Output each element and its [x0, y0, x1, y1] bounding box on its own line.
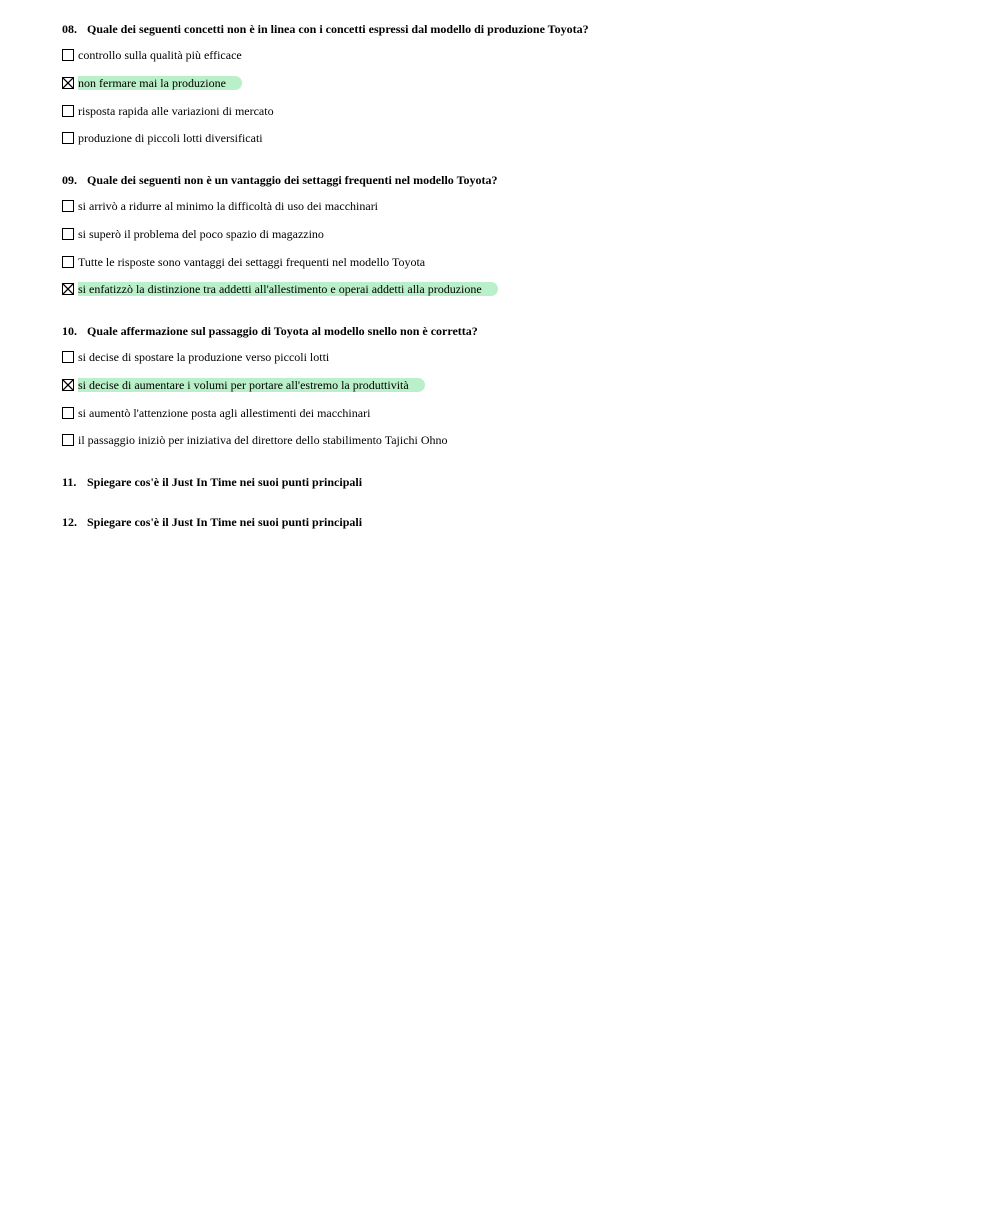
- checkbox[interactable]: [62, 77, 74, 89]
- question-number: 09.: [62, 173, 77, 187]
- checkbox[interactable]: [62, 379, 74, 391]
- question-text: Spiegare cos'è il Just In Time nei suoi punti principali: [87, 515, 363, 529]
- question-11: [62, 474, 362, 490]
- option-label: si enfatizzò la distinzione tra addetti all'allestimento e operai addetti alla produzione: [78, 282, 498, 296]
- option-label: si decise di spostare la produzione verso piccoli lotti: [78, 350, 330, 364]
- checkbox[interactable]: [62, 283, 74, 295]
- checkbox[interactable]: [62, 351, 74, 363]
- option-10-a[interactable]: [62, 349, 331, 365]
- question-10: [62, 323, 478, 339]
- option-09-c[interactable]: [62, 254, 427, 270]
- option-label: risposta rapida alle variazioni di mercato: [78, 104, 274, 118]
- option-08-b[interactable]: [62, 75, 242, 91]
- question-number: 11.: [62, 475, 77, 489]
- option-label: il passaggio iniziò per iniziativa del direttore dello stabilimento Tajichi Ohno: [78, 433, 448, 447]
- option-10-d[interactable]: [62, 432, 450, 448]
- option-10-c[interactable]: [62, 405, 372, 421]
- checkbox[interactable]: [62, 256, 74, 268]
- checkbox[interactable]: [62, 132, 74, 144]
- option-09-a[interactable]: [62, 198, 380, 214]
- option-label: si aumentò l'attenzione posta agli allestimenti dei macchinari: [78, 406, 371, 420]
- option-08-c[interactable]: [62, 103, 276, 119]
- question-text: Quale affermazione sul passaggio di Toyota al modello snello non è corretta?: [87, 324, 478, 338]
- option-label: si decise di aumentare i volumi per portare all'estremo la produttività: [78, 378, 425, 392]
- option-08-a[interactable]: [62, 47, 244, 63]
- checkbox[interactable]: [62, 407, 74, 419]
- checkbox[interactable]: [62, 434, 74, 446]
- option-08-d[interactable]: [62, 130, 265, 146]
- checkbox[interactable]: [62, 105, 74, 117]
- option-label: produzione di piccoli lotti diversificati: [78, 131, 263, 145]
- checkbox[interactable]: [62, 228, 74, 240]
- question-number: 10.: [62, 324, 77, 338]
- option-label: si arrivò a ridurre al minimo la difficoltà di uso dei macchinari: [78, 199, 379, 213]
- question-number: 08.: [62, 22, 77, 36]
- option-09-d[interactable]: [62, 281, 498, 297]
- option-label: Tutte le risposte sono vantaggi dei settaggi frequenti nel modello Toyota: [78, 255, 426, 269]
- option-10-b[interactable]: [62, 377, 425, 393]
- question-number: 12.: [62, 515, 77, 529]
- option-label: controllo sulla qualità più efficace: [78, 48, 242, 62]
- checkbox[interactable]: [62, 49, 74, 61]
- question-08: [62, 21, 589, 37]
- question-text: Spiegare cos'è il Just In Time nei suoi punti principali: [87, 475, 363, 489]
- option-label: non fermare mai la produzione: [78, 76, 242, 90]
- checkbox[interactable]: [62, 200, 74, 212]
- option-label: si superò il problema del poco spazio di magazzino: [78, 227, 324, 241]
- question-text: Quale dei seguenti non è un vantaggio dei settaggi frequenti nel modello Toyota?: [87, 173, 498, 187]
- question-text: Quale dei seguenti concetti non è in linea con i concetti espressi dal modello di produzione Toyota?: [87, 22, 589, 36]
- option-09-b[interactable]: [62, 226, 326, 242]
- question-12: [62, 514, 362, 530]
- question-09: [62, 172, 497, 188]
